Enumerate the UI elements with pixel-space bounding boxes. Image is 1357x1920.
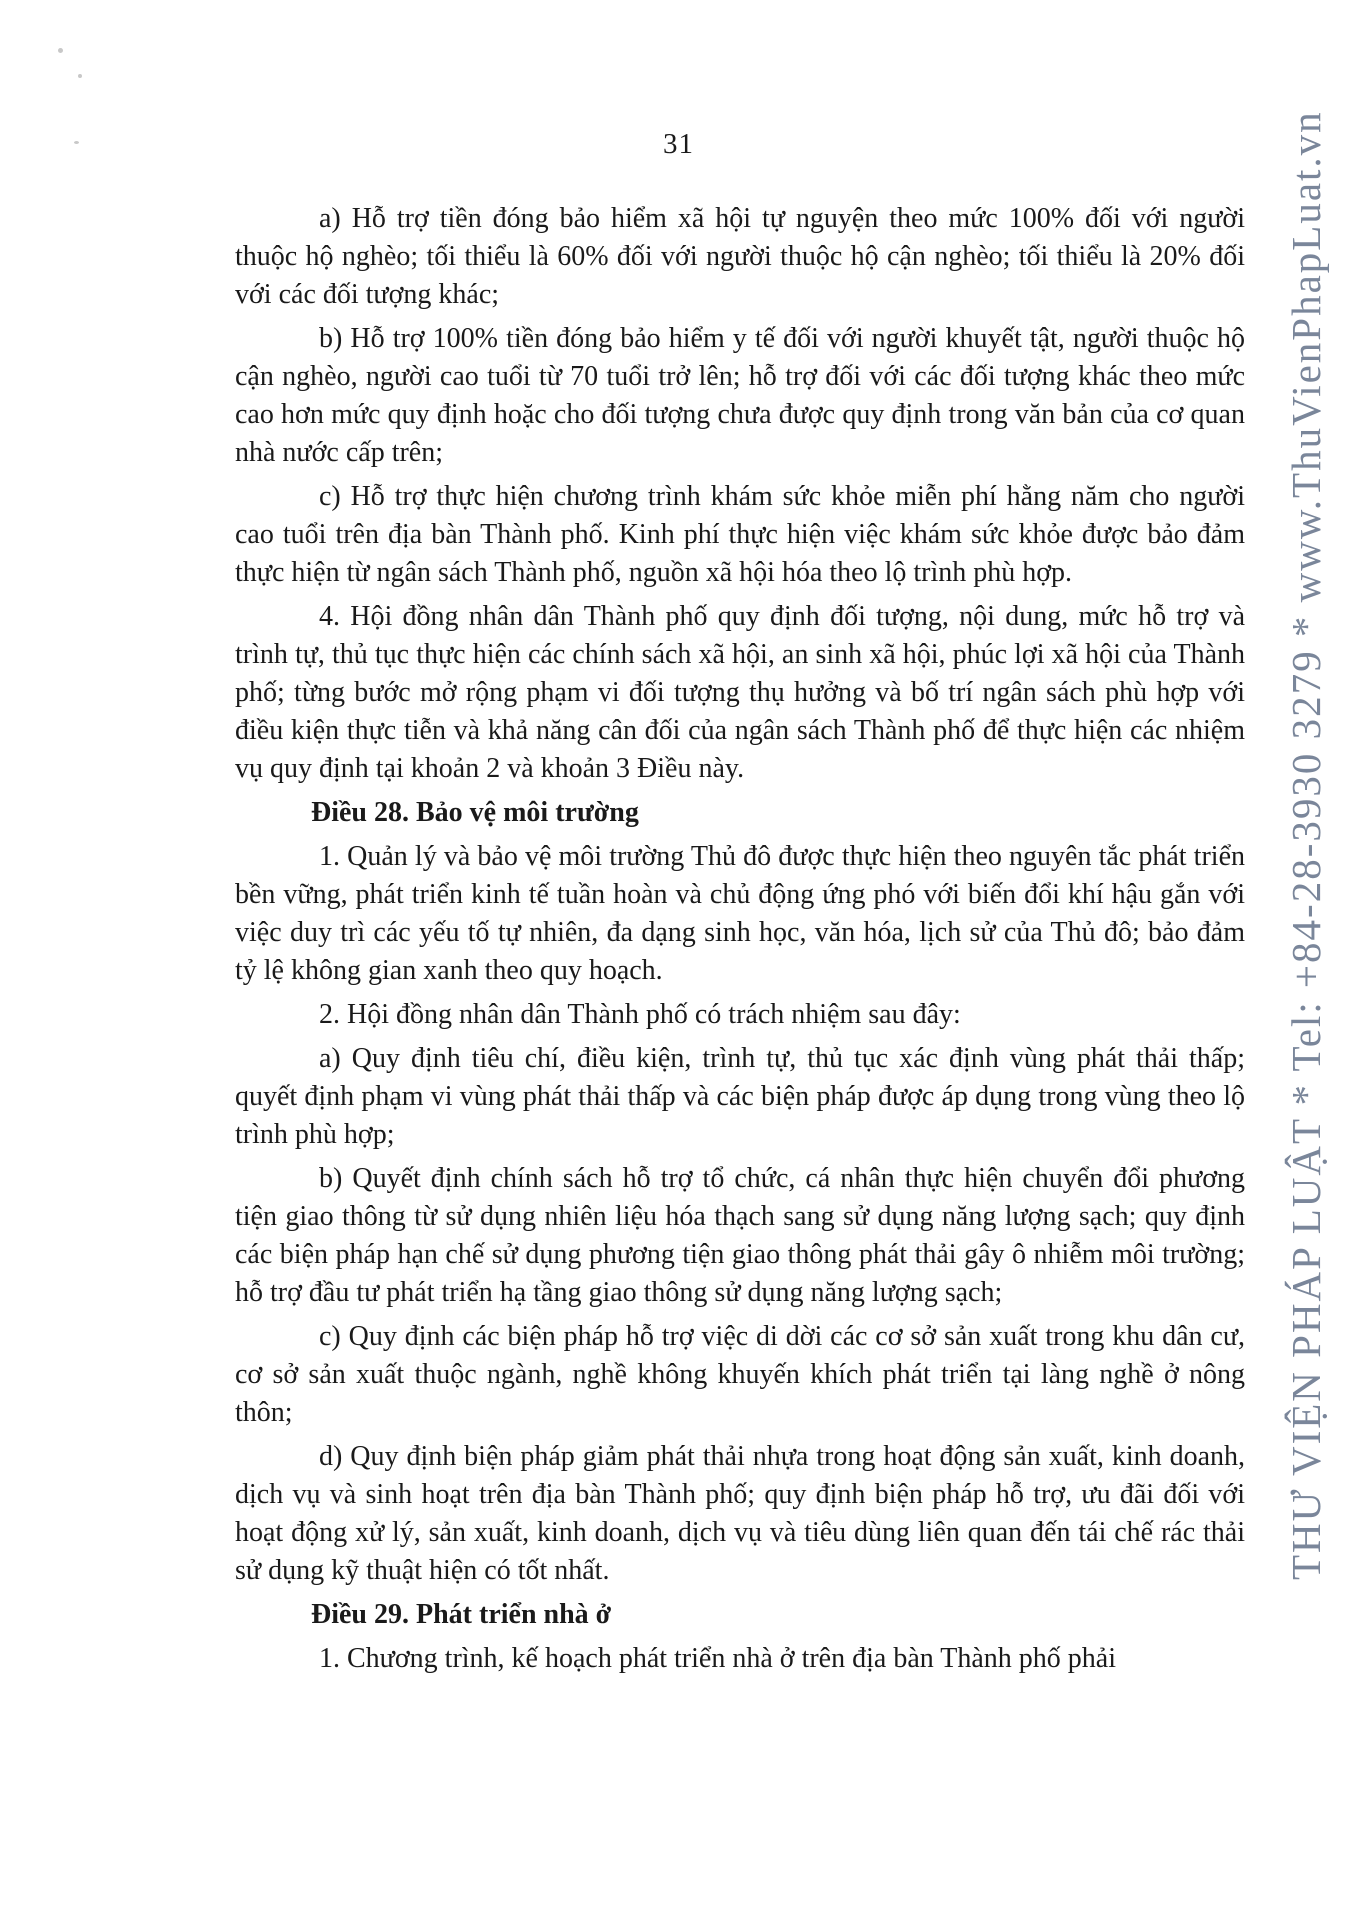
paragraph: 4. Hội đồng nhân dân Thành phố quy định đối tượng, nội dung, mức hỗ trợ và trình tự, thủ tục thực hiện các chính sách xã hội, an sinh xã hội, phúc lợi xã hội của Thành phố; từng bước mở rộng phạm vi đối tượng thụ hưởng và bố trí ngân sách phù hợp với điều kiện thực tiễn và khả năng cân đối của ngân sách Thành phố để thực hiện các nhiệm vụ quy định tại khoản 2 và khoản 3 Điều này. [235,601,1245,784]
paragraph: 2. Hội đồng nhân dân Thành phố có trách nhiệm sau đây: [319,999,961,1030]
paragraph: b) Quyết định chính sách hỗ trợ tổ chức, cá nhân thực hiện chuyển đổi phương tiện giao thông từ sử dụng nhiên liệu hóa thạch sang sử dụng năng lượng sạch; quy định các biện pháp hạn chế sử dụng phương tiện giao thông phát thải gây ô nhiễm môi trường; hỗ trợ đầu tư phát triển hạ tầng giao thông sử dụng năng lượng sạch; [235,1163,1245,1308]
watermark: THƯ VIỆN PHÁP LUẬT * Tel: +84-28-3930 3279 * www.ThuVienPhapLuat.vn [1283,110,1329,1580]
scan-speck [78,74,82,78]
paragraph: 1. Quản lý và bảo vệ môi trường Thủ đô được thực hiện theo nguyên tắc phát triển bền vững, phát triển kinh tế tuần hoàn và chủ động ứng phó với biến đổi khí hậu gắn với việc duy trì các yếu tố tự nhiên, đa dạng sinh học, văn hóa, lịch sử của Thủ đô; bảo đảm tỷ lệ không gian xanh theo quy hoạch. [235,841,1245,986]
paragraph: 1. Chương trình, kế hoạch phát triển nhà ở trên địa bàn Thành phố phải [319,1643,1116,1674]
paragraph: a) Hỗ trợ tiền đóng bảo hiểm xã hội tự nguyện theo mức 100% đối với người thuộc hộ nghèo; tối thiểu là 60% đối với người thuộc hộ cận nghèo; tối thiểu là 20% đối với các đối tượng khác; [235,203,1245,310]
paragraph: c) Quy định các biện pháp hỗ trợ việc di dời các cơ sở sản xuất trong khu dân cư, cơ sở sản xuất thuộc ngành, nghề không khuyến khích phát triển tại làng nghề ở nông thôn; [235,1321,1245,1428]
article-heading: Điều 28. Bảo vệ môi trường [311,797,639,828]
scan-speck [58,48,63,53]
paragraph: d) Quy định biện pháp giảm phát thải nhựa trong hoạt động sản xuất, kinh doanh, dịch vụ và sinh hoạt trên địa bàn Thành phố; quy định biện pháp hỗ trợ, ưu đãi đối với hoạt động xử lý, sản xuất, kinh doanh, dịch vụ và tiêu dùng liên quan đến tái chế rác thải sử dụng kỹ thuật hiện có tốt nhất. [235,1441,1245,1586]
paragraph: a) Quy định tiêu chí, điều kiện, trình tự, thủ tục xác định vùng phát thải thấp; quyết định phạm vi vùng phát thải thấp và các biện pháp được áp dụng trong vùng theo lộ trình phù hợp; [235,1043,1245,1150]
document-body [235,200,1245,1684]
paragraph: c) Hỗ trợ thực hiện chương trình khám sức khỏe miễn phí hằng năm cho người cao tuổi trên địa bàn Thành phố. Kinh phí thực hiện việc khám sức khỏe được bảo đảm thực hiện từ ngân sách Thành phố, nguồn xã hội hóa theo lộ trình phù hợp. [235,481,1245,588]
article-heading: Điều 29. Phát triển nhà ở [311,1599,612,1630]
paragraph: b) Hỗ trợ 100% tiền đóng bảo hiểm y tế đối với người khuyết tật, người thuộc hộ cận nghèo, người cao tuổi từ 70 tuổi trở lên; hỗ trợ đối với các đối tượng khác theo mức cao hơn mức quy định hoặc cho đối tượng chưa được quy định trong văn bản của cơ quan nhà nước cấp trên; [235,323,1245,468]
page-number: 31 [663,128,694,160]
